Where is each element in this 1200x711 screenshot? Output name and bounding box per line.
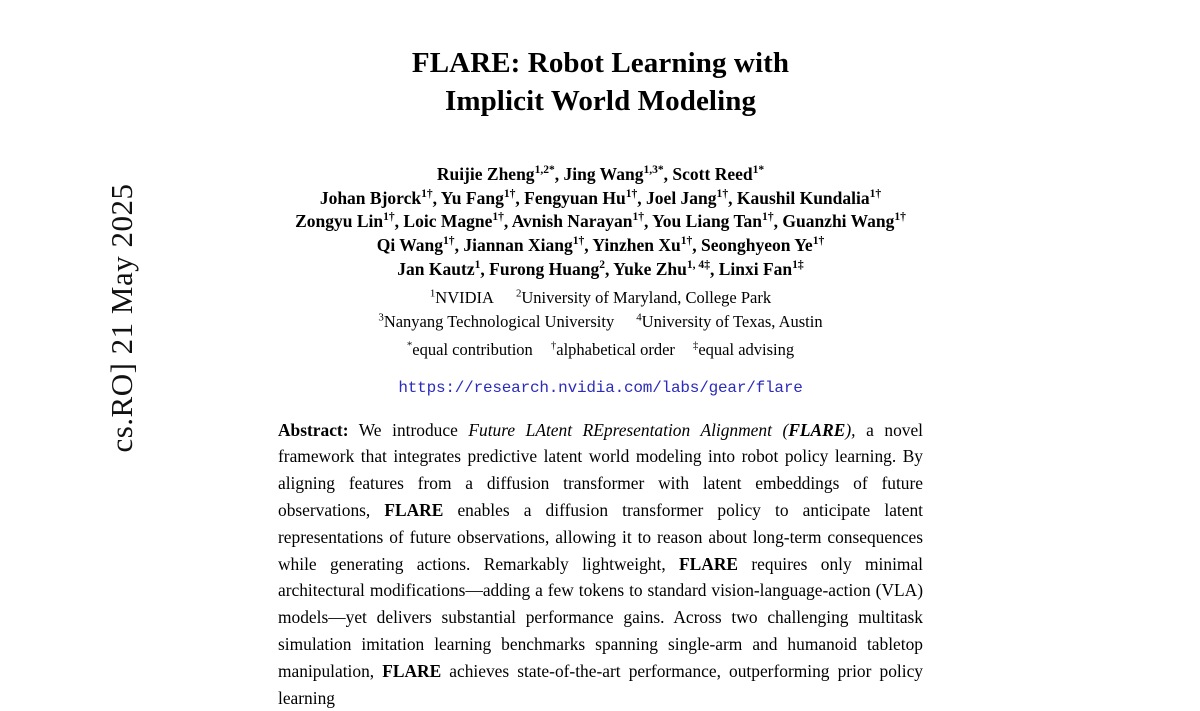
author-line: Qi Wang$^{1\dagger}$, Jiannan Xiang$^{1\dagger}$, Yinzhen $Xu^{1\dagger}$, Seonghyeon $Ye^{1\dagger}$ bbox=[376, 235, 825, 256]
abstract-segment: FLARE bbox=[384, 500, 444, 521]
abstract-segment: requires only minimal architectural modifications—adding a few tokens to standard vision-language-action (VLA) models—yet delivers substantial performance gains. Across two challenging multitask simulation imitation learning benchmarks spanning single-arm and humanoid tabletop manipulation, bbox=[278, 553, 923, 681]
project-url[interactable] bbox=[278, 379, 923, 397]
author-affiliation-marker: 1 bbox=[474, 259, 481, 272]
affiliation-marker: 2 bbox=[515, 287, 522, 300]
author-affiliation-marker: 1† bbox=[625, 187, 638, 200]
author-affiliation-marker: 1* bbox=[752, 163, 765, 176]
abstract-section bbox=[278, 417, 923, 711]
author-name: Jiannan Xiang bbox=[463, 235, 573, 256]
author-affiliation-marker: 1† bbox=[716, 187, 729, 200]
abstract-segment: FLARE bbox=[382, 660, 442, 681]
author-affiliation-marker: 1, 4‡ bbox=[686, 259, 710, 272]
author-name: Jing Wang bbox=[563, 163, 644, 184]
abstract-segment: enables a diffusion transformer policy to anticipate latent representations of future observations, allowing it to reason about long-term consequences while generating actions. Remarkably lightweight, bbox=[278, 500, 923, 574]
footnote-row bbox=[278, 338, 923, 362]
footnote-text: alphabetical order bbox=[556, 339, 675, 359]
footnote-text: equal advising bbox=[698, 339, 795, 359]
author-footnotes bbox=[278, 338, 923, 362]
author-affiliation-marker: 1† bbox=[762, 211, 774, 224]
abstract-segment: achieves state-of-the-art performance, outperforming prior policy learning bbox=[278, 660, 923, 708]
author-name: Furong Huang bbox=[489, 259, 600, 280]
author-affiliation-marker: 1† bbox=[492, 211, 504, 224]
author-name: Kaushil Kundalia bbox=[736, 187, 870, 208]
author-affiliation-marker: 1† bbox=[383, 211, 395, 224]
author-name: Linxi Fan bbox=[718, 259, 793, 280]
footnote-marker: † bbox=[550, 339, 557, 352]
author-list bbox=[278, 163, 923, 362]
title-line-2: Implicit World Modeling bbox=[444, 85, 757, 118]
affiliation-name: Nanyang Technological University bbox=[383, 312, 615, 332]
footnote-text: equal contribution bbox=[412, 339, 533, 359]
abstract-segment: Future LA bbox=[468, 419, 546, 440]
affiliation-row bbox=[278, 286, 923, 310]
author-line: Jan Kautz$^1$, Furong Huang$^2$, Yuke Zhu$^{1, 4\ddagger}$, Linxi Fan$^{1\ddagger}$ bbox=[397, 259, 804, 280]
author-name: Qi Wang bbox=[376, 235, 444, 256]
abstract-segment: tent RE bbox=[545, 419, 604, 440]
author-affiliation-marker: 1,3* bbox=[643, 163, 664, 176]
author-affiliation-marker: 1† bbox=[632, 211, 644, 224]
author-affiliation-marker: 1‡ bbox=[792, 259, 804, 272]
affiliation-name: University of Maryland, College Park bbox=[521, 288, 772, 308]
abstract-segment: a novel framework that integrates predictive latent world modeling into robot policy learning. By aligning features from a diffusion transformer with latent embeddings of future observations, bbox=[278, 419, 924, 521]
author-affiliation-marker: 1† bbox=[503, 187, 516, 200]
affiliation-name: NVIDIA bbox=[435, 288, 494, 308]
author-affiliation-marker: 1† bbox=[572, 235, 585, 248]
page-title bbox=[278, 44, 923, 121]
affiliation-list bbox=[278, 286, 923, 334]
author-affiliation-marker: 1† bbox=[869, 187, 882, 200]
author-name: Scott Reed bbox=[672, 163, 753, 184]
author-line: Zongyu Lin$^{1\dagger}$, Loic Magne$^{1\dagger}$, Avnish Narayan$^{1\dagger}$, You Liang Tan$^{1\dagger}$, Guanzhi Wang$^{1\dagger}$ bbox=[295, 211, 906, 232]
abstract-segment: We introduce bbox=[348, 419, 469, 440]
author-affiliation-marker: 1,2* bbox=[534, 163, 555, 176]
footnote-marker: * bbox=[406, 339, 413, 352]
author-affiliation-marker: 1† bbox=[894, 211, 906, 224]
author-name: Joel Jang bbox=[646, 187, 717, 208]
author-name: Zongyu Lin bbox=[295, 211, 384, 232]
author-name: Seonghyeon Ye bbox=[701, 235, 813, 256]
project-url-link[interactable]: https://research.nvidia.com/labs/gear/flare bbox=[398, 378, 803, 397]
affiliation-row bbox=[278, 310, 923, 334]
author-affiliation-marker: 1† bbox=[421, 187, 433, 200]
author-name: Loic Magne bbox=[403, 211, 493, 232]
author-name: Avnish Narayan bbox=[511, 211, 633, 232]
author-name: Ruijie Zheng bbox=[436, 163, 535, 184]
author-name: Jan Kautz bbox=[397, 259, 475, 280]
affiliation-name: University of Texas, Austin bbox=[641, 312, 823, 332]
affiliation-marker: 3 bbox=[378, 311, 384, 324]
author-affiliation-marker: 1† bbox=[680, 235, 693, 248]
author-name: Yu Fang bbox=[440, 187, 504, 208]
author-affiliation-marker: 2 bbox=[599, 259, 605, 272]
abstract-label: Abstract: bbox=[278, 419, 349, 440]
title-line-1: FLARE: Robot Learning with bbox=[411, 47, 790, 79]
author-name: Yinzhen Xu bbox=[592, 235, 681, 256]
arxiv-identifier-stamp: cs.RO] 21 May 2025 bbox=[104, 183, 139, 453]
author-name: Fengyuan Hu bbox=[524, 187, 626, 208]
footnote-marker: ‡ bbox=[692, 339, 699, 352]
author-name: Yuke Zhu bbox=[613, 259, 687, 280]
author-name: Johan Bjorck bbox=[319, 187, 422, 208]
affiliation-marker: 4 bbox=[636, 311, 642, 324]
author-line: Johan Bjorck$^{1\dagger}$, Yu Fang$^{1\dagger}$, Fengyuan $Hu^{1\dagger}$, Joel Jang$^{1\dagger}$, Kaushil Kundalia$^{1\dagger}$ bbox=[319, 187, 882, 208]
abstract-segment: ), bbox=[845, 419, 867, 440]
author-name: Guanzhi Wang bbox=[782, 211, 895, 232]
author-line: Ruijie Zheng$^{1,2*}$, Jing Wang$^{1,3*}$, Scott Reed$^{1*}$ bbox=[436, 163, 765, 184]
abstract-segment: FLARE bbox=[788, 419, 846, 440]
abstract-segment: presentation Alignment ( bbox=[603, 419, 789, 440]
abstract-body bbox=[278, 420, 923, 708]
author-affiliation-marker: 1† bbox=[443, 235, 455, 248]
abstract-segment: FLARE bbox=[679, 553, 738, 574]
author-name: You Liang Tan bbox=[652, 211, 763, 232]
paper-content bbox=[278, 44, 923, 711]
author-affiliation-marker: 1† bbox=[812, 235, 825, 248]
affiliation-marker: 1 bbox=[429, 287, 436, 300]
